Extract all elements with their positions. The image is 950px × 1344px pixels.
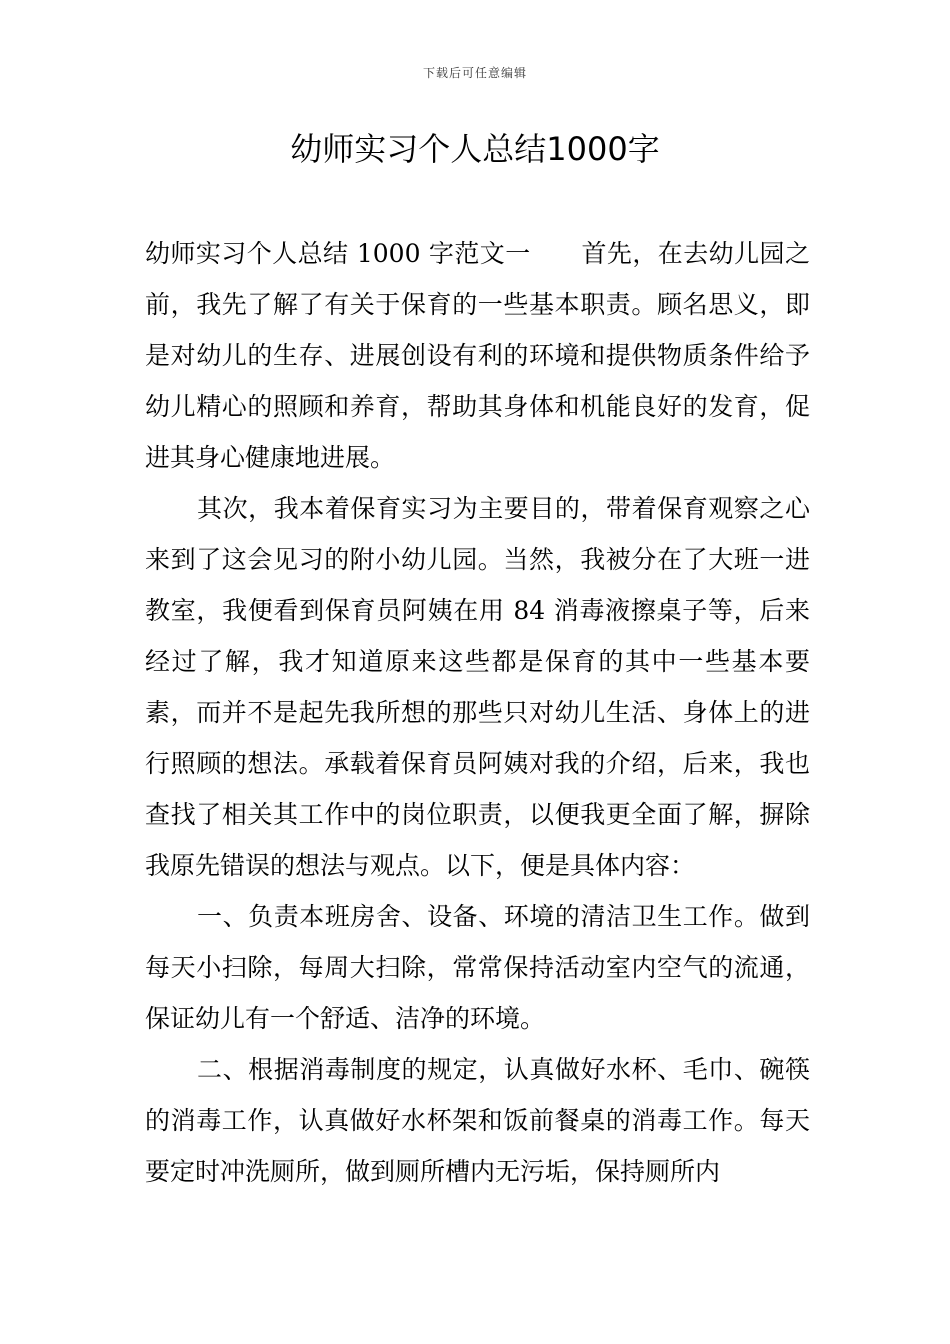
page-header-note: 下载后可任意编辑 xyxy=(422,66,527,80)
paragraph-second: 其次，我本着保育实习为主要目的，带着保育观察之心来到了这会见习的附小幼儿园。当然，我被分在了大班一进教室，我便看到保育员阿姨在用 84 消毒液擦桌子等，后来经过了解，我才知道原来这些都是保育的其中一些基本要素，而并不是起先我所想的那些只对幼儿生活、身体上的进行照顾的想法。承载着保育员阿姨对我的介绍，后来，我也查找了相关其工作中的岗位职责，以便我更全面了解，摒除我原先错误的想法与观点。以下，便是具体内容： xyxy=(145,494,810,880)
paragraph-item-two: 二、根据消毒制度的规定，认真做好水杯、毛巾、碗筷的消毒工作，认真做好水杯架和饭前餐桌的消毒工作。每天要定时冲洗厕所，做到厕所槽内无污垢，保持厕所内 xyxy=(145,1055,810,1186)
paragraph-intro: 幼师实习个人总结 1000 字范文一 首先，在去幼儿园之前，我先了解了有关于保育的一些基本职责。顾名思义，即是对幼儿的生存、进展创设有利的环境和提供物质条件给予幼儿精心的照顾和养育，帮助其身体和机能良好的发育，促进其身心健康地进展。 xyxy=(145,239,810,472)
paragraph-item-one: 一、负责本班房舍、设备、环境的清洁卫生工作。做到每天小扫除，每周大扫除，常常保持活动室内空气的流通，保证幼儿有一个舒适、洁净的环境。 xyxy=(145,902,810,1033)
document-title: 幼师实习个人总结1000字 xyxy=(290,130,660,168)
document-body xyxy=(145,228,810,1197)
